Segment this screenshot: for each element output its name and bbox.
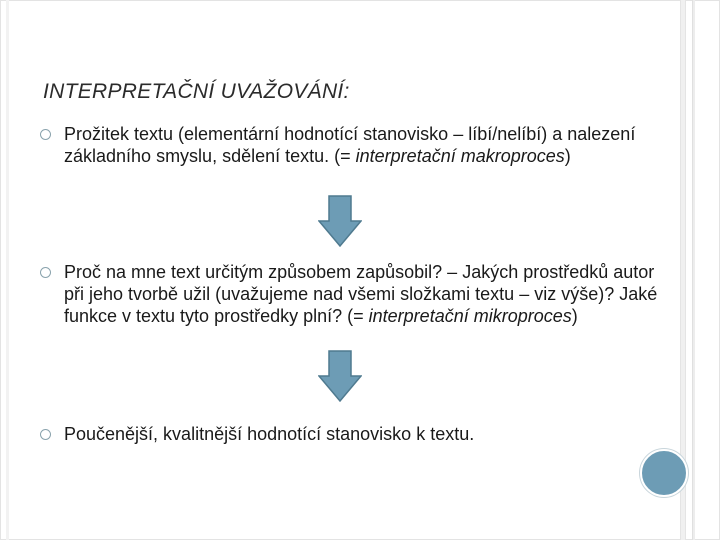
bullet-text-italic: interpretační mikroproces <box>368 306 572 326</box>
circle-decoration <box>640 449 688 497</box>
down-arrow-icon <box>318 195 362 247</box>
circle-bullet-icon <box>40 429 51 440</box>
bullet-text-closing: ) <box>564 146 571 166</box>
circle-bullet-icon <box>40 267 51 278</box>
bullet-item-1 <box>40 123 680 167</box>
circle-bullet-icon <box>40 129 51 140</box>
slide-title: INTERPRETAČNÍ UVAŽOVÁNÍ: <box>43 80 350 103</box>
bullet-text-regular: Poučenější, kvalitnější hodnotící stanovisko k textu. <box>64 424 475 444</box>
bullet-text <box>64 423 674 445</box>
bullet-text-regular: Prožitek textu (elementární hodnotící stanovisko – líbí/nelíbí) a nalezení základního smyslu, sdělení textu. (= <box>64 124 636 166</box>
bullet-item-3 <box>40 423 680 445</box>
right-decor-line <box>692 0 695 540</box>
bullet-text <box>64 123 674 167</box>
bullet-item-2 <box>40 261 680 327</box>
bullet-text-regular: Proč na mne text určitým způsobem zapůsobil? – Jakých prostředků autor při jeho tvorbě užil (uvažujeme nad všemi složkami textu – viz výše)? Jaké funkce v textu tyto prostředky plní? (= <box>64 262 658 326</box>
down-arrow-icon <box>318 350 362 402</box>
bullet-text-italic: interpretační makroproces <box>355 146 565 166</box>
left-decor-band <box>6 0 9 540</box>
bullet-text-closing: ) <box>571 306 578 326</box>
bullet-text <box>64 261 674 327</box>
